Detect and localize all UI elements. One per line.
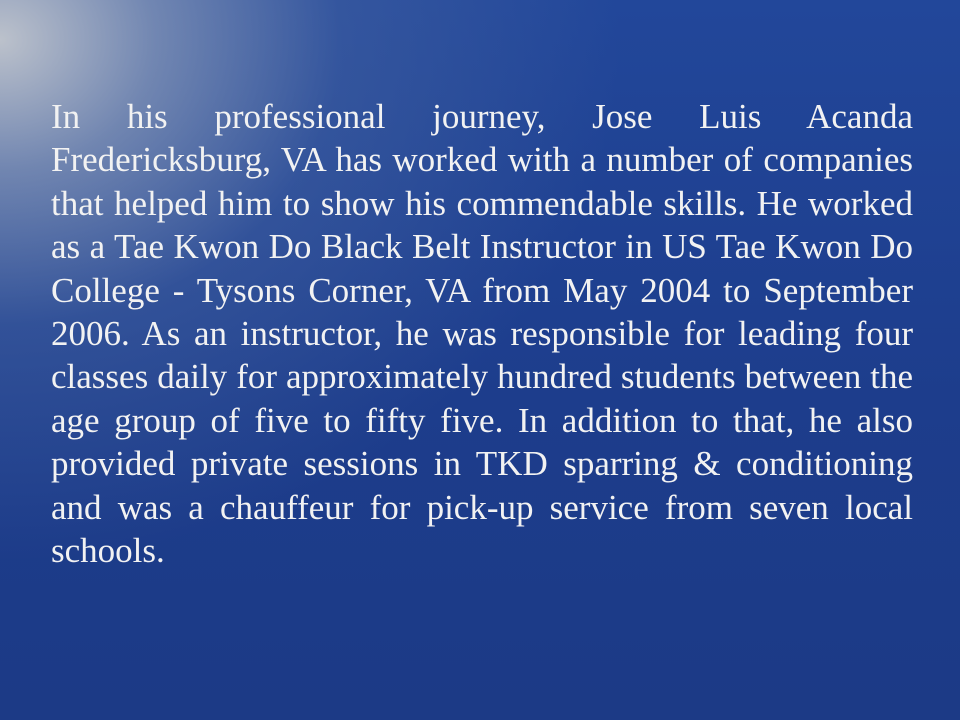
slide-body-text: In his professional journey, Jose Luis Acanda Fredericksburg, VA has worked with a number of companies that helped him to show his commendable skills. He worked as a Tae Kwon Do Black Belt Instructor in US Tae Kwon Do College - Tysons Corner, VA from May 2004 to September 2006. As an instructor, he was responsible for leading four classes daily for approximately hundred students between the age group of five to fifty five. In addition to that, he also provided private sessions in TKD sparring & conditioning and was a chauffeur for pick-up service from seven local schools.: [51, 97, 913, 571]
